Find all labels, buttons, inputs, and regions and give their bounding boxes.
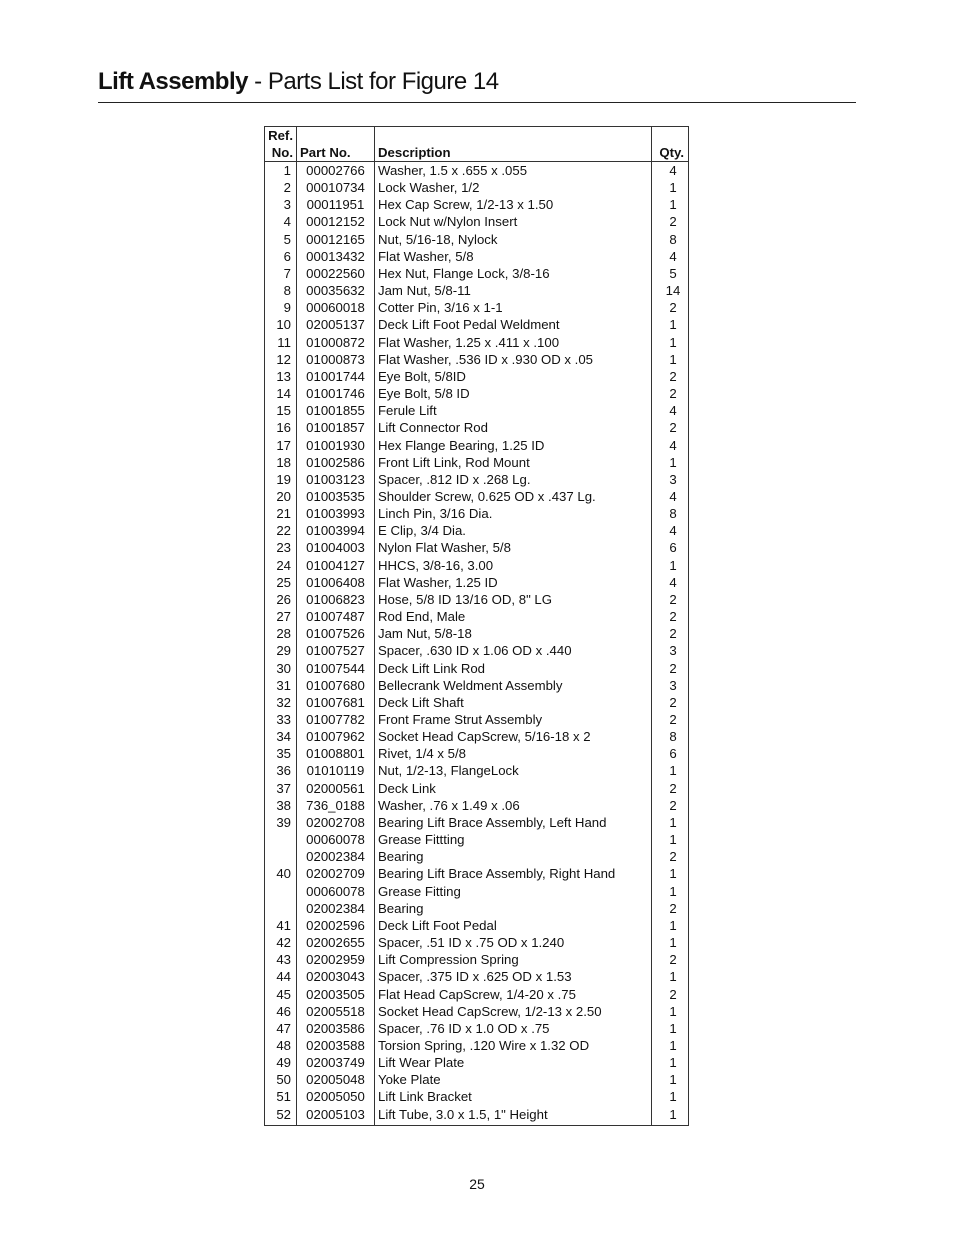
table-row [265, 231, 689, 248]
part-no-cell: 00022560 [297, 265, 375, 282]
ref-cell [265, 883, 297, 900]
table-row [265, 677, 689, 694]
table-row [265, 865, 689, 882]
ref-cell: 24 [265, 557, 297, 574]
part-no-cell: 01003535 [297, 488, 375, 505]
qty-cell: 1 [652, 1088, 689, 1105]
table-row [265, 1054, 689, 1071]
qty-cell: 4 [652, 248, 689, 265]
ref-cell: 48 [265, 1037, 297, 1054]
ref-cell: 5 [265, 231, 297, 248]
qty-cell: 1 [652, 917, 689, 934]
description-cell: Flat Washer, .536 ID x .930 OD x .05 [375, 351, 652, 368]
table-row [265, 419, 689, 436]
table-row [265, 385, 689, 402]
table-row [265, 1020, 689, 1037]
description-cell: Rod End, Male [375, 608, 652, 625]
qty-cell: 2 [652, 419, 689, 436]
qty-cell: 2 [652, 625, 689, 642]
table-row [265, 213, 689, 230]
table-row [265, 591, 689, 608]
description-cell: Grease Fittting [375, 831, 652, 848]
table-row [265, 505, 689, 522]
table-row [265, 625, 689, 642]
ref-cell: 38 [265, 797, 297, 814]
table-row [265, 282, 689, 299]
part-no-cell: 00012152 [297, 213, 375, 230]
part-no-cell: 01001744 [297, 368, 375, 385]
ref-cell: 18 [265, 454, 297, 471]
table-row [265, 642, 689, 659]
page-title [98, 68, 499, 96]
description-cell: Spacer, .51 ID x .75 OD x 1.240 [375, 934, 652, 951]
ref-cell: 37 [265, 780, 297, 797]
ref-cell: 47 [265, 1020, 297, 1037]
part-no-cell: 01001746 [297, 385, 375, 402]
qty-cell: 1 [652, 865, 689, 882]
description-cell: Lock Nut w/Nylon Insert [375, 213, 652, 230]
qty-cell: 1 [652, 1106, 689, 1126]
description-cell: Bearing Lift Brace Assembly, Right Hand [375, 865, 652, 882]
qty-cell: 1 [652, 1020, 689, 1037]
ref-cell: 17 [265, 437, 297, 454]
ref-cell: 8 [265, 282, 297, 299]
table-row [265, 402, 689, 419]
part-no-cell: 01004003 [297, 539, 375, 556]
ref-cell: 9 [265, 299, 297, 316]
qty-cell: 2 [652, 848, 689, 865]
qty-cell: 1 [652, 1037, 689, 1054]
description-cell: Lift Tube, 3.0 x 1.5, 1" Height [375, 1106, 652, 1126]
ref-cell [265, 900, 297, 917]
description-cell: HHCS, 3/8-16, 3.00 [375, 557, 652, 574]
part-no-cell: 02002708 [297, 814, 375, 831]
qty-cell: 2 [652, 797, 689, 814]
qty-cell: 1 [652, 968, 689, 985]
part-no-cell: 01007544 [297, 660, 375, 677]
part-no-cell: 01001855 [297, 402, 375, 419]
table-row [265, 454, 689, 471]
table-row [265, 539, 689, 556]
qty-cell: 1 [652, 1054, 689, 1071]
qty-cell: 1 [652, 454, 689, 471]
description-cell: Jam Nut, 5/8-18 [375, 625, 652, 642]
description-cell: Spacer, .812 ID x .268 Lg. [375, 471, 652, 488]
description-cell: Yoke Plate [375, 1071, 652, 1088]
part-no-cell: 00060078 [297, 883, 375, 900]
table-row [265, 797, 689, 814]
description-cell: Nylon Flat Washer, 5/8 [375, 539, 652, 556]
ref-cell: 33 [265, 711, 297, 728]
description-cell: Deck Link [375, 780, 652, 797]
ref-cell: 7 [265, 265, 297, 282]
part-no-cell: 01010119 [297, 762, 375, 779]
qty-cell: 6 [652, 745, 689, 762]
part-no-cell: 02005137 [297, 316, 375, 333]
description-cell: Hex Nut, Flange Lock, 3/8-16 [375, 265, 652, 282]
ref-cell: 30 [265, 660, 297, 677]
qty-cell: 8 [652, 728, 689, 745]
table-row [265, 917, 689, 934]
part-no-cell: 01006408 [297, 574, 375, 591]
ref-cell: 6 [265, 248, 297, 265]
part-no-cell: 02002384 [297, 900, 375, 917]
part-no-cell: 00011951 [297, 196, 375, 213]
header-ref-no [265, 127, 297, 162]
table-row [265, 179, 689, 196]
qty-cell: 1 [652, 814, 689, 831]
ref-cell: 49 [265, 1054, 297, 1071]
ref-cell: 13 [265, 368, 297, 385]
ref-cell: 28 [265, 625, 297, 642]
part-no-cell: 01001857 [297, 419, 375, 436]
qty-cell: 1 [652, 1003, 689, 1020]
table-row [265, 814, 689, 831]
description-cell: Spacer, .375 ID x .625 OD x 1.53 [375, 968, 652, 985]
header-ref-line1: Ref. [268, 128, 293, 143]
qty-cell: 1 [652, 762, 689, 779]
qty-cell: 1 [652, 1071, 689, 1088]
qty-cell: 14 [652, 282, 689, 299]
qty-cell: 4 [652, 522, 689, 539]
description-cell: Hose, 5/8 ID 13/16 OD, 8" LG [375, 591, 652, 608]
table-row [265, 848, 689, 865]
description-cell: Flat Head CapScrew, 1/4-20 x .75 [375, 986, 652, 1003]
part-no-cell: 01007527 [297, 642, 375, 659]
table-row [265, 334, 689, 351]
qty-cell: 1 [652, 934, 689, 951]
qty-cell: 3 [652, 471, 689, 488]
description-cell: Deck Lift Shaft [375, 694, 652, 711]
part-no-cell: 01006823 [297, 591, 375, 608]
description-cell: Linch Pin, 3/16 Dia. [375, 505, 652, 522]
qty-cell: 5 [652, 265, 689, 282]
table-row [265, 694, 689, 711]
qty-cell: 1 [652, 351, 689, 368]
qty-cell: 2 [652, 385, 689, 402]
qty-cell: 4 [652, 437, 689, 454]
table-row [265, 196, 689, 213]
part-no-cell: 01003123 [297, 471, 375, 488]
table-row [265, 934, 689, 951]
qty-cell: 2 [652, 711, 689, 728]
table-row [265, 351, 689, 368]
ref-cell: 27 [265, 608, 297, 625]
qty-cell: 1 [652, 883, 689, 900]
qty-cell: 1 [652, 316, 689, 333]
part-no-cell: 02002959 [297, 951, 375, 968]
table-row [265, 522, 689, 539]
part-no-cell: 01007487 [297, 608, 375, 625]
description-cell: Bearing Lift Brace Assembly, Left Hand [375, 814, 652, 831]
ref-cell: 51 [265, 1088, 297, 1105]
description-cell: Torsion Spring, .120 Wire x 1.32 OD [375, 1037, 652, 1054]
description-cell: Front Lift Link, Rod Mount [375, 454, 652, 471]
page-title-rest: - Parts List for Figure 14 [247, 68, 499, 95]
qty-cell: 2 [652, 780, 689, 797]
title-divider [98, 102, 856, 103]
qty-cell: 8 [652, 505, 689, 522]
description-cell: Washer, .76 x 1.49 x .06 [375, 797, 652, 814]
qty-cell: 2 [652, 694, 689, 711]
table-row [265, 900, 689, 917]
table-row [265, 162, 689, 180]
parts-table [264, 126, 689, 1126]
part-no-cell: 01003993 [297, 505, 375, 522]
description-cell: Cotter Pin, 3/16 x 1-1 [375, 299, 652, 316]
part-no-cell: 02005048 [297, 1071, 375, 1088]
ref-cell: 1 [265, 162, 297, 180]
table-row [265, 1037, 689, 1054]
description-cell: Flat Washer, 5/8 [375, 248, 652, 265]
description-cell: Ferule Lift [375, 402, 652, 419]
part-no-cell: 02005518 [297, 1003, 375, 1020]
qty-cell: 1 [652, 196, 689, 213]
ref-cell: 26 [265, 591, 297, 608]
ref-cell: 15 [265, 402, 297, 419]
qty-cell: 3 [652, 642, 689, 659]
description-cell: Flat Washer, 1.25 ID [375, 574, 652, 591]
table-row [265, 368, 689, 385]
table-row [265, 728, 689, 745]
description-cell: Socket Head CapScrew, 5/16-18 x 2 [375, 728, 652, 745]
part-no-cell: 01003994 [297, 522, 375, 539]
description-cell: Hex Cap Screw, 1/2-13 x 1.50 [375, 196, 652, 213]
qty-cell: 2 [652, 299, 689, 316]
table-row [265, 986, 689, 1003]
table-row [265, 265, 689, 282]
part-no-cell: 01007680 [297, 677, 375, 694]
qty-cell: 2 [652, 608, 689, 625]
qty-cell: 2 [652, 951, 689, 968]
table-row [265, 316, 689, 333]
table-row [265, 608, 689, 625]
table-row [265, 1106, 689, 1126]
qty-cell: 6 [652, 539, 689, 556]
description-cell: Bellecrank Weldment Assembly [375, 677, 652, 694]
description-cell: Hex Flange Bearing, 1.25 ID [375, 437, 652, 454]
description-cell: Flat Washer, 1.25 x .411 x .100 [375, 334, 652, 351]
table-row [265, 1003, 689, 1020]
part-no-cell: 02003505 [297, 986, 375, 1003]
header-ref-line2: No. [271, 145, 293, 160]
description-cell: Grease Fitting [375, 883, 652, 900]
qty-cell: 2 [652, 213, 689, 230]
ref-cell: 11 [265, 334, 297, 351]
part-no-cell: 01001930 [297, 437, 375, 454]
description-cell: Lift Connector Rod [375, 419, 652, 436]
table-row [265, 437, 689, 454]
qty-cell: 2 [652, 591, 689, 608]
ref-cell: 12 [265, 351, 297, 368]
description-cell: Bearing [375, 848, 652, 865]
table-row [265, 1071, 689, 1088]
description-cell: Rivet, 1/4 x 5/8 [375, 745, 652, 762]
description-cell: E Clip, 3/4 Dia. [375, 522, 652, 539]
description-cell: Deck Lift Link Rod [375, 660, 652, 677]
qty-cell: 4 [652, 402, 689, 419]
description-cell: Lift Wear Plate [375, 1054, 652, 1071]
qty-cell: 2 [652, 900, 689, 917]
ref-cell [265, 848, 297, 865]
ref-cell: 44 [265, 968, 297, 985]
part-no-cell: 736_0188 [297, 797, 375, 814]
table-row [265, 711, 689, 728]
part-no-cell: 01002586 [297, 454, 375, 471]
part-no-cell: 00013432 [297, 248, 375, 265]
description-cell: Lift Link Bracket [375, 1088, 652, 1105]
header-qty: Qty. [652, 127, 689, 162]
ref-cell: 41 [265, 917, 297, 934]
description-cell: Spacer, .630 ID x 1.06 OD x .440 [375, 642, 652, 659]
qty-cell: 1 [652, 334, 689, 351]
page-number: 25 [469, 1176, 485, 1192]
table-row [265, 660, 689, 677]
table-row [265, 831, 689, 848]
table-row [265, 951, 689, 968]
qty-cell: 2 [652, 986, 689, 1003]
part-no-cell: 00060018 [297, 299, 375, 316]
qty-cell: 3 [652, 677, 689, 694]
ref-cell: 46 [265, 1003, 297, 1020]
part-no-cell: 02003588 [297, 1037, 375, 1054]
description-cell: Socket Head CapScrew, 1/2-13 x 2.50 [375, 1003, 652, 1020]
qty-cell: 1 [652, 179, 689, 196]
description-cell: Lift Compression Spring [375, 951, 652, 968]
part-no-cell: 02002709 [297, 865, 375, 882]
part-no-cell: 01007681 [297, 694, 375, 711]
parts-table-body [265, 162, 689, 1126]
part-no-cell: 02002384 [297, 848, 375, 865]
ref-cell: 16 [265, 419, 297, 436]
ref-cell: 45 [265, 986, 297, 1003]
qty-cell: 1 [652, 831, 689, 848]
header-description: Description [375, 127, 652, 162]
description-cell: Lock Washer, 1/2 [375, 179, 652, 196]
page-title-bold: Lift Assembly [98, 68, 248, 95]
description-cell: Nut, 5/16-18, Nylock [375, 231, 652, 248]
qty-cell: 8 [652, 231, 689, 248]
ref-cell: 29 [265, 642, 297, 659]
description-cell: Deck Lift Foot Pedal [375, 917, 652, 934]
qty-cell: 4 [652, 574, 689, 591]
ref-cell: 34 [265, 728, 297, 745]
ref-cell: 35 [265, 745, 297, 762]
table-row [265, 762, 689, 779]
ref-cell: 19 [265, 471, 297, 488]
table-row [265, 471, 689, 488]
description-cell: Spacer, .76 ID x 1.0 OD x .75 [375, 1020, 652, 1037]
qty-cell: 2 [652, 660, 689, 677]
part-no-cell: 02005050 [297, 1088, 375, 1105]
ref-cell: 42 [265, 934, 297, 951]
part-no-cell: 02003043 [297, 968, 375, 985]
part-no-cell: 02003749 [297, 1054, 375, 1071]
part-no-cell: 02000561 [297, 780, 375, 797]
table-row [265, 780, 689, 797]
description-cell: Deck Lift Foot Pedal Weldment [375, 316, 652, 333]
header-part-no: Part No. [297, 127, 375, 162]
qty-cell: 1 [652, 557, 689, 574]
table-row [265, 745, 689, 762]
part-no-cell: 01007962 [297, 728, 375, 745]
ref-cell: 23 [265, 539, 297, 556]
ref-cell: 52 [265, 1106, 297, 1126]
description-cell: Jam Nut, 5/8-11 [375, 282, 652, 299]
ref-cell: 21 [265, 505, 297, 522]
table-row [265, 574, 689, 591]
ref-cell: 3 [265, 196, 297, 213]
table-row [265, 248, 689, 265]
ref-cell: 20 [265, 488, 297, 505]
table-row [265, 488, 689, 505]
qty-cell: 4 [652, 488, 689, 505]
table-row [265, 1088, 689, 1105]
ref-cell: 2 [265, 179, 297, 196]
part-no-cell: 02003586 [297, 1020, 375, 1037]
table-row [265, 968, 689, 985]
qty-cell: 2 [652, 368, 689, 385]
part-no-cell: 00035632 [297, 282, 375, 299]
ref-cell: 25 [265, 574, 297, 591]
description-cell: Bearing [375, 900, 652, 917]
ref-cell: 32 [265, 694, 297, 711]
table-row [265, 299, 689, 316]
ref-cell: 36 [265, 762, 297, 779]
part-no-cell: 01000872 [297, 334, 375, 351]
part-no-cell: 01004127 [297, 557, 375, 574]
part-no-cell: 01008801 [297, 745, 375, 762]
table-row [265, 883, 689, 900]
ref-cell: 31 [265, 677, 297, 694]
description-cell: Eye Bolt, 5/8ID [375, 368, 652, 385]
ref-cell: 4 [265, 213, 297, 230]
qty-cell: 4 [652, 162, 689, 180]
part-no-cell: 01007526 [297, 625, 375, 642]
ref-cell: 43 [265, 951, 297, 968]
parts-table-header [265, 127, 689, 162]
ref-cell: 14 [265, 385, 297, 402]
part-no-cell: 02002596 [297, 917, 375, 934]
ref-cell: 10 [265, 316, 297, 333]
ref-cell: 39 [265, 814, 297, 831]
description-cell: Washer, 1.5 x .655 x .055 [375, 162, 652, 180]
ref-cell: 50 [265, 1071, 297, 1088]
part-no-cell: 02005103 [297, 1106, 375, 1126]
part-no-cell: 00060078 [297, 831, 375, 848]
part-no-cell: 00010734 [297, 179, 375, 196]
header-row [265, 127, 689, 162]
part-no-cell: 01000873 [297, 351, 375, 368]
part-no-cell: 00002766 [297, 162, 375, 180]
description-cell: Nut, 1/2-13, FlangeLock [375, 762, 652, 779]
ref-cell: 40 [265, 865, 297, 882]
description-cell: Front Frame Strut Assembly [375, 711, 652, 728]
part-no-cell: 00012165 [297, 231, 375, 248]
ref-cell [265, 831, 297, 848]
description-cell: Eye Bolt, 5/8 ID [375, 385, 652, 402]
part-no-cell: 01007782 [297, 711, 375, 728]
part-no-cell: 02002655 [297, 934, 375, 951]
table-row [265, 557, 689, 574]
description-cell: Shoulder Screw, 0.625 OD x .437 Lg. [375, 488, 652, 505]
ref-cell: 22 [265, 522, 297, 539]
